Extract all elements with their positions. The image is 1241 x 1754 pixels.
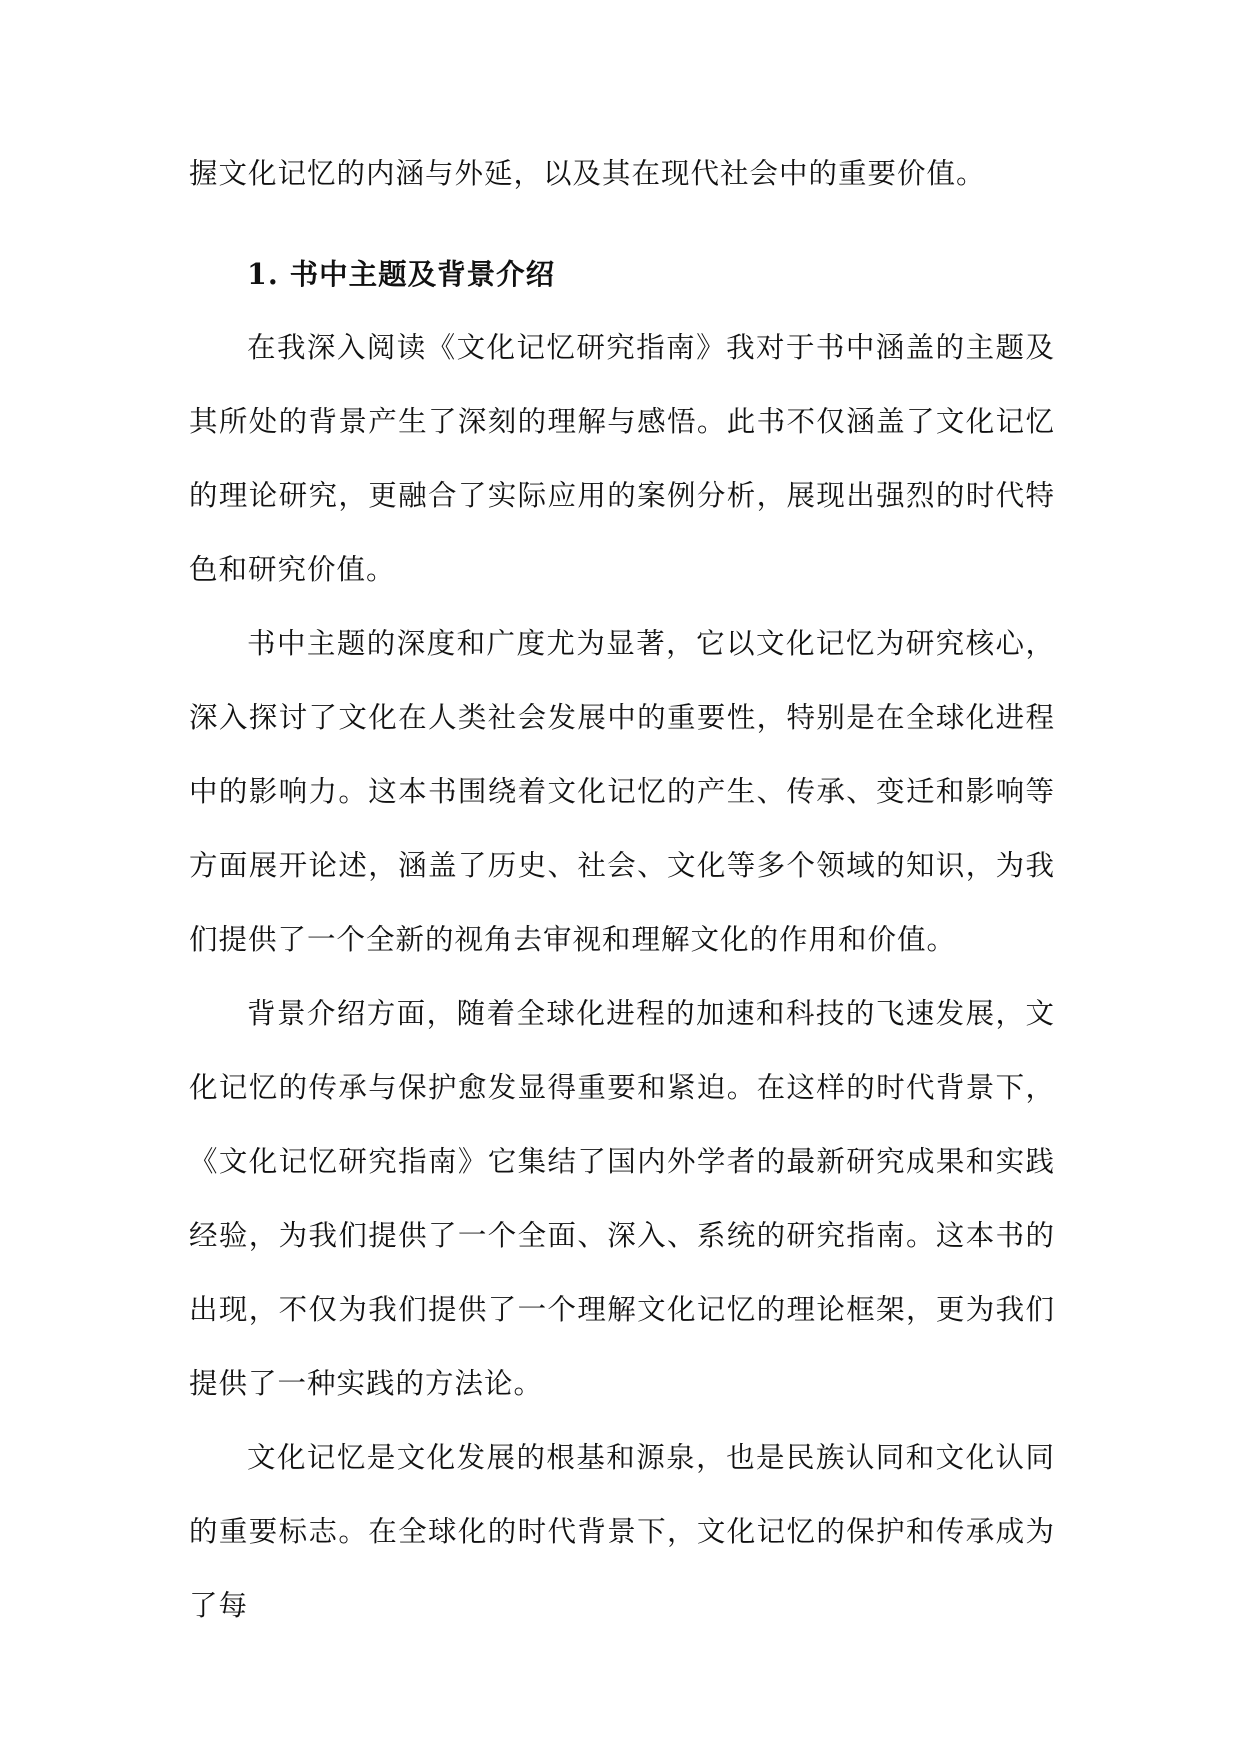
paragraph-spacer [189,211,1055,237]
body-paragraph-4: 文化记忆是文化发展的根基和源泉，也是民族认同和文化认同的重要标志。在全球化的时代背景下，文化记忆的保护和传承成为了每 [189,1441,1055,1622]
continuation-paragraph: 握文化记忆的内涵与外延，以及其在现代社会中的重要价值。 [189,157,986,190]
body-paragraph-2: 书中主题的深度和广度尤为显著，它以文化记忆为研究核心，深入探讨了文化在人类社会发展中的重要性，特别是在全球化进程中的影响力。这本书围绕着文化记忆的产生、传承、变迁和影响等方面展开论述，涵盖了历史、社会、文化等多个领域的知识，为我们提供了一个全新的视角去审视和理解文化的作用和价值。 [189,627,1055,956]
body-paragraph-3: 背景介绍方面，随着全球化进程的加速和科技的飞速发展，文化记忆的传承与保护愈发显得重要和紧迫。在这样的时代背景下，《文化记忆研究指南》它集结了国内外学者的最新研究成果和实践经验，为我们提供了一个全面、深入、系统的研究指南。这本书的出现，不仅为我们提供了一个理解文化记忆的理论框架，更为我们提供了一种实践的方法论。 [189,997,1055,1400]
body-paragraph-1: 在我深入阅读《文化记忆研究指南》我对于书中涵盖的主题及其所处的背景产生了深刻的理解与感悟。此书不仅涵盖了文化记忆的理论研究，更融合了实际应用的案例分析，展现出强烈的时代特色和研究价值。 [189,331,1055,586]
section-heading: 1. 书中主题及背景介绍 [247,257,556,291]
document-body [189,137,1055,1643]
